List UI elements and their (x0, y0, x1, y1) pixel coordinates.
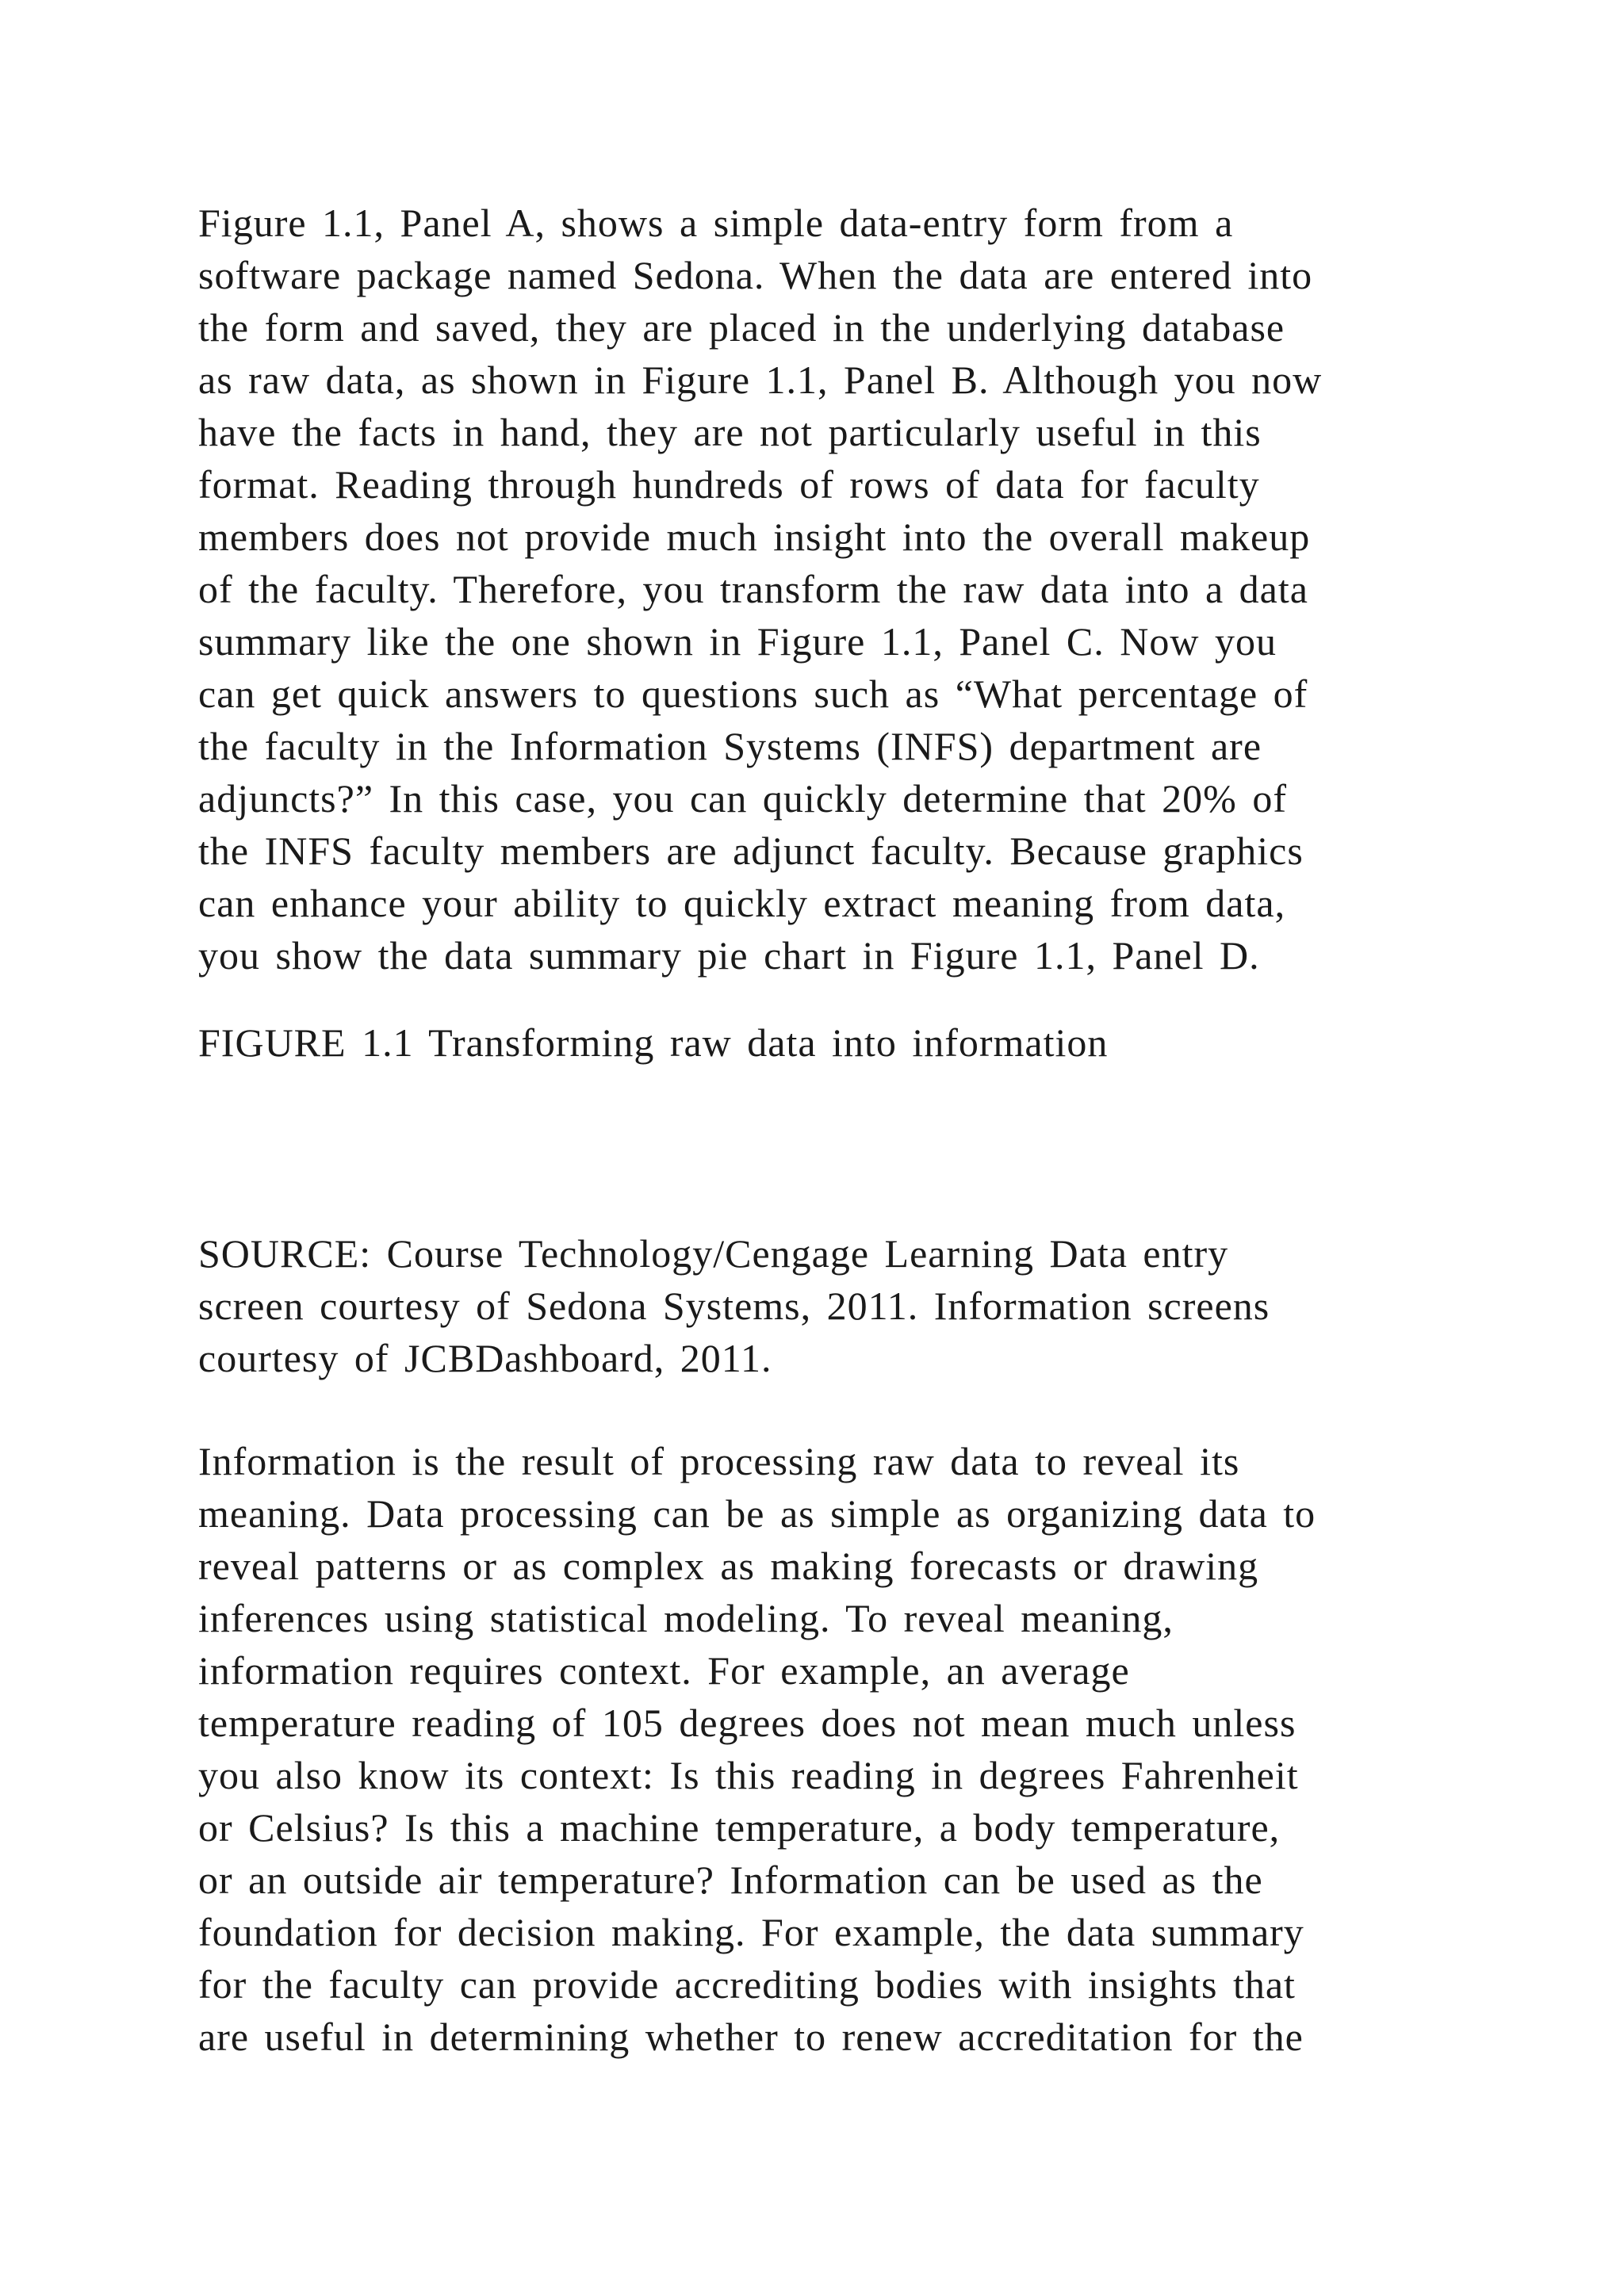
text-line: SOURCE: Course Technology/Cengage Learning Data entry (198, 1231, 1229, 1276)
text-line: format. Reading through hundreds of rows of data for faculty (198, 462, 1260, 507)
text-line: can enhance your ability to quickly extract meaning from data, (198, 881, 1286, 925)
figure-caption (198, 1016, 1435, 1069)
text-line: screen courtesy of Sedona Systems, 2011. Information screens (198, 1284, 1270, 1328)
text-line: Figure 1.1, Panel A, shows a simple data-entry form from a (198, 201, 1234, 245)
paragraph-information (198, 1435, 1435, 2063)
text-line: meaning. Data processing can be as simple as organizing data to (198, 1491, 1316, 1536)
text-line: can get quick answers to questions such as “What percentage of (198, 672, 1308, 716)
text-line: summary like the one shown in Figure 1.1, Panel C. Now you (198, 619, 1277, 664)
text-line: courtesy of JCBDashboard, 2011. (198, 1336, 772, 1380)
document-page (198, 197, 1435, 2063)
source-credit (198, 1227, 1435, 1384)
text-line: members does not provide much insight into the overall makeup (198, 515, 1311, 559)
text-line: or Celsius? Is this a machine temperature, a body temperature, (198, 1805, 1281, 1850)
text-line: the form and saved, they are placed in the underlying database (198, 305, 1285, 350)
text-line: for the faculty can provide accrediting bodies with insights that (198, 1962, 1296, 2007)
paragraph-figure-description (198, 197, 1435, 982)
text-line: as raw data, as shown in Figure 1.1, Panel B. Although you now (198, 358, 1323, 402)
figure-caption-text: FIGURE 1.1 Transforming raw data into information (198, 1020, 1109, 1065)
text-line: you show the data summary pie chart in Figure 1.1, Panel D. (198, 933, 1260, 978)
text-line: have the facts in hand, they are not particularly useful in this (198, 410, 1262, 454)
text-line: foundation for decision making. For example, the data summary (198, 1910, 1304, 1954)
text-line: adjuncts?” In this case, you can quickly determine that 20% of (198, 776, 1287, 821)
text-line: the INFS faculty members are adjunct faculty. Because graphics (198, 828, 1304, 873)
text-line: reveal patterns or as complex as making forecasts or drawing (198, 1544, 1259, 1588)
text-line: information requires context. For example, an average (198, 1648, 1130, 1693)
text-line: you also know its context: Is this reading in degrees Fahrenheit (198, 1753, 1299, 1797)
text-line: software package named Sedona. When the data are entered into (198, 253, 1313, 297)
text-line: the faculty in the Information Systems (INFS) department are (198, 724, 1262, 768)
text-line: Information is the result of processing raw data to reveal its (198, 1439, 1240, 1483)
text-line: temperature reading of 105 degrees does not mean much unless (198, 1701, 1297, 1745)
text-line: inferences using statistical modeling. To reveal meaning, (198, 1596, 1174, 1640)
text-line: are useful in determining whether to renew accreditation for the (198, 2015, 1304, 2059)
text-line: or an outside air temperature? Information can be used as the (198, 1858, 1263, 1902)
text-line: of the faculty. Therefore, you transform the raw data into a data (198, 567, 1308, 611)
